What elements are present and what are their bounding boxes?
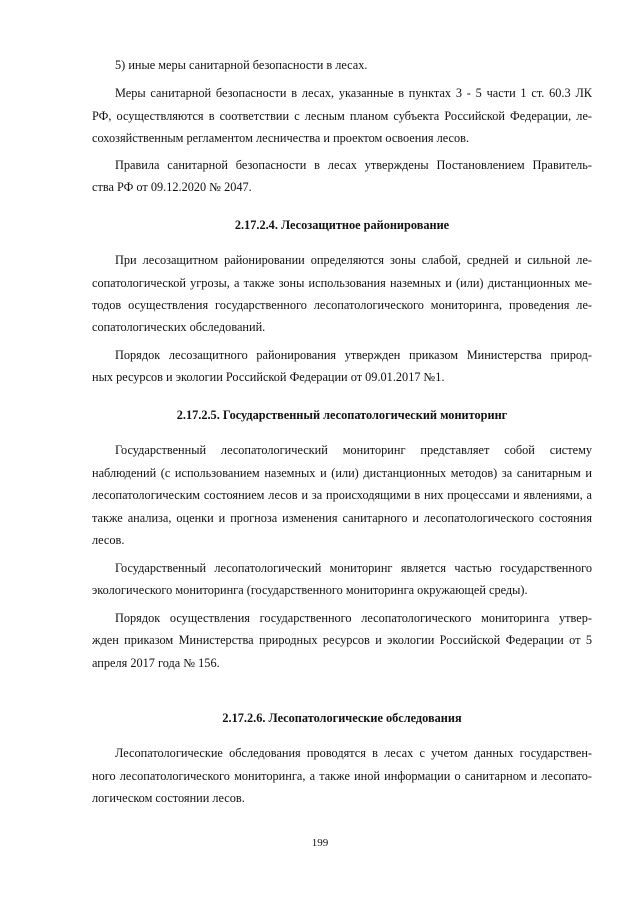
text-line: Порядок осуществления государственного лесопатологического мониторинга утвер- (115, 611, 592, 625)
text-line: лесов. (92, 533, 125, 547)
text-line: Государственный лесопатологический мониторинг представляет собой систему (115, 443, 592, 457)
text-line: апреля 2017 года № 156. (92, 656, 220, 670)
text-line: Государственный лесопатологический мониторинг является частью государственного (115, 561, 592, 575)
text-line: лесопатологическим состоянием лесов и за происходящими в них процессами и явлениями, а (92, 488, 592, 502)
text-line: сопатологической угрозы, а также зоны использования наземных и (или) дистанционных ме- (92, 276, 592, 290)
text-line: сопатологических обследований. (92, 320, 266, 334)
text-line: Правила санитарной безопасности в лесах утверждены Постановлением Правитель- (115, 158, 592, 172)
text-line: ного лесопатологического мониторинга, а также иной информации о санитарном и лесопато- (92, 769, 592, 783)
text-line: ства РФ от 09.12.2020 № 2047. (92, 180, 252, 194)
section-heading: 2.17.2.5. Государственный лесопатологический мониторинг (176, 408, 508, 422)
text-line: 5) иные меры санитарной безопасности в лесах. (115, 58, 368, 72)
text-line: ных ресурсов и экологии Российской Федерации от 09.01.2017 №1. (92, 370, 445, 384)
text-line: Меры санитарной безопасности в лесах, указанные в пунктах 3 - 5 части 1 ст. 60.3 ЛК (115, 86, 592, 100)
text-line: Порядок лесозащитного районирования утвержден приказом Министерства природ- (115, 348, 592, 362)
text-line: логическом состоянии лесов. (92, 791, 245, 805)
text-line: также анализа, оценки и прогноза изменения санитарного и лесопатологического состояния (92, 511, 592, 525)
section-heading: 2.17.2.6. Лесопатологические обследования (222, 711, 462, 725)
text-line: тодов осуществления государственного лесопатологического мониторинга, проведения ле- (92, 298, 592, 312)
text-line: Лесопатологические обследования проводятся в лесах с учетом данных государствен- (115, 746, 592, 760)
text-line: При лесозащитном районировании определяются зоны слабой, средней и сильной ле- (115, 253, 592, 267)
page-number: 199 (311, 837, 329, 849)
text-line: экологического мониторинга (государственного мониторинга окружающей среды). (92, 583, 528, 597)
text-line: сохозяйственным регламентом лесничества и проектом освоения лесов. (92, 131, 470, 145)
text-line: наблюдений (с использованием наземных и (или) дистанционных методов) за санитарным и (92, 466, 592, 480)
text-line: жден приказом Министерства природных ресурсов и экологии Российской Федерации от 5 (92, 633, 592, 647)
section-heading: 2.17.2.4. Лесозащитное районирование (234, 218, 450, 232)
text-line: РФ, осуществляются в соответствии с лесным планом субъекта Российской Федерации, ле- (92, 109, 592, 123)
